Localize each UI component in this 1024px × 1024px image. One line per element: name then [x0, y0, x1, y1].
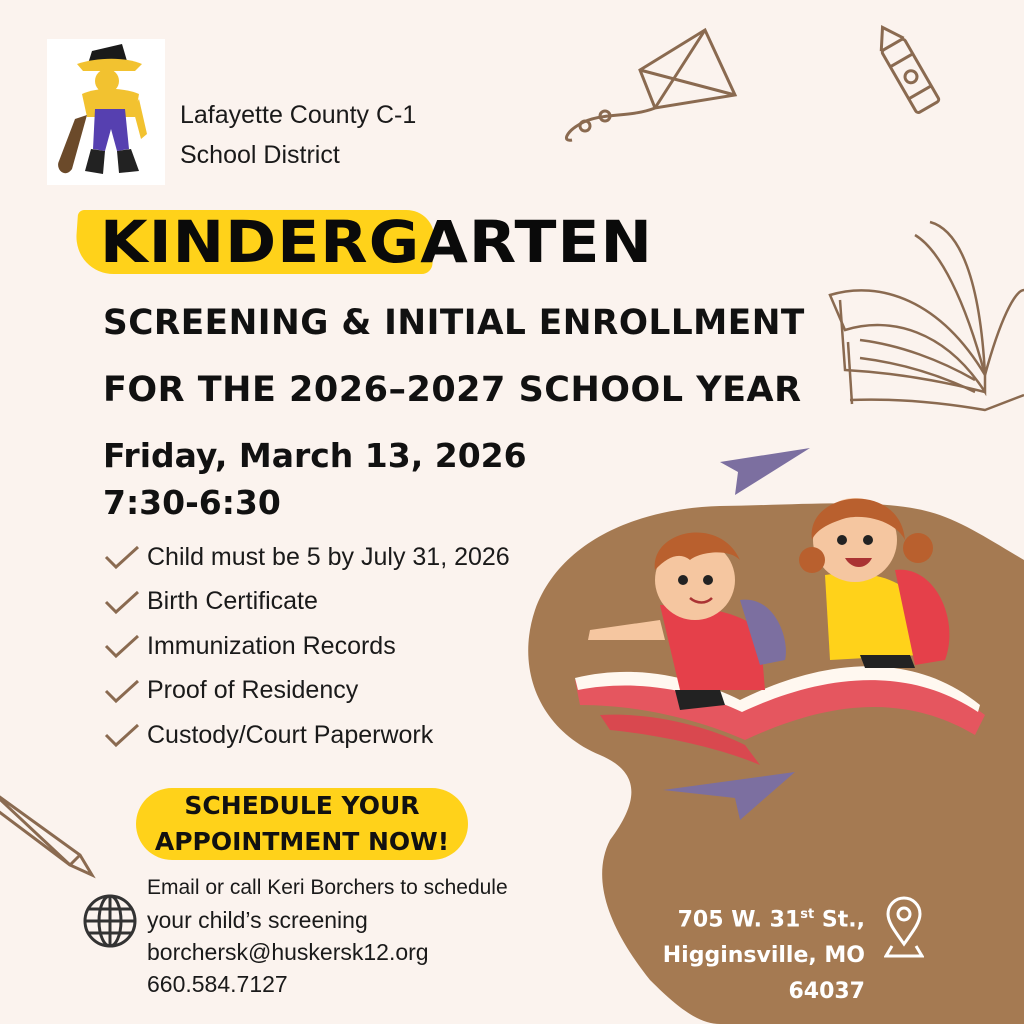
- requirement-text: Child must be 5 by July 31, 2026: [147, 542, 510, 571]
- cta-line1: SCHEDULE YOUR: [184, 791, 420, 820]
- contact-line1: Email or call Keri Borchers to schedule: [147, 876, 508, 899]
- subtitle-line1: SCREENING & INITIAL ENROLLMENT: [103, 303, 805, 343]
- check-icon: [103, 589, 141, 615]
- event-date: Friday, March 13, 2026: [103, 436, 527, 475]
- address-city: Higginsville, MO: [662, 943, 865, 969]
- requirement-text: Proof of Residency: [147, 676, 359, 705]
- pen-icon: [0, 785, 100, 885]
- cta-line2: APPOINTMENT NOW!: [154, 827, 450, 856]
- district-name: [180, 95, 416, 175]
- open-book-icon: [830, 222, 1024, 410]
- district-logo: [47, 39, 165, 185]
- street-suffix: st: [800, 907, 815, 922]
- list-item: [103, 535, 510, 580]
- list-item: [103, 669, 510, 714]
- street-name: St.,: [814, 907, 865, 933]
- list-item: [103, 624, 510, 669]
- location-pin-icon: [884, 896, 924, 958]
- check-icon: [103, 722, 141, 748]
- address-block: [640, 897, 865, 1010]
- subtitle-line2: FOR THE 2026–2027 SCHOOL YEAR: [103, 370, 802, 410]
- crayon-icon: [871, 21, 940, 114]
- district-line2: School District: [180, 141, 340, 169]
- street-number: 705 W. 31: [677, 907, 801, 933]
- requirement-text: Immunization Records: [147, 631, 396, 660]
- contact-email[interactable]: borchersk@huskersk12.org: [147, 939, 429, 965]
- district-line1: Lafayette County C-1: [180, 101, 417, 129]
- requirement-text: Custody/Court Paperwork: [147, 720, 434, 749]
- contact-line2: your child’s screening: [147, 907, 368, 933]
- list-item: [103, 713, 510, 758]
- check-icon: [103, 678, 141, 704]
- list-item: [103, 580, 510, 625]
- globe-icon: [82, 893, 138, 949]
- check-icon: [103, 633, 141, 659]
- requirements-list: [103, 535, 510, 758]
- page-title: KINDERGARTEN: [100, 208, 654, 276]
- contact-phone[interactable]: 660.584.7127: [147, 971, 288, 997]
- contact-info: [147, 872, 508, 1000]
- schedule-appointment-button[interactable]: [136, 788, 468, 860]
- check-icon: [103, 544, 141, 570]
- kite-icon: [566, 30, 735, 140]
- address-zip: 64037: [788, 979, 865, 1005]
- requirement-text: Birth Certificate: [147, 587, 318, 616]
- event-time: 7:30-6:30: [103, 483, 281, 522]
- husker-mascot-logo: [47, 39, 165, 185]
- address-street: [640, 897, 865, 938]
